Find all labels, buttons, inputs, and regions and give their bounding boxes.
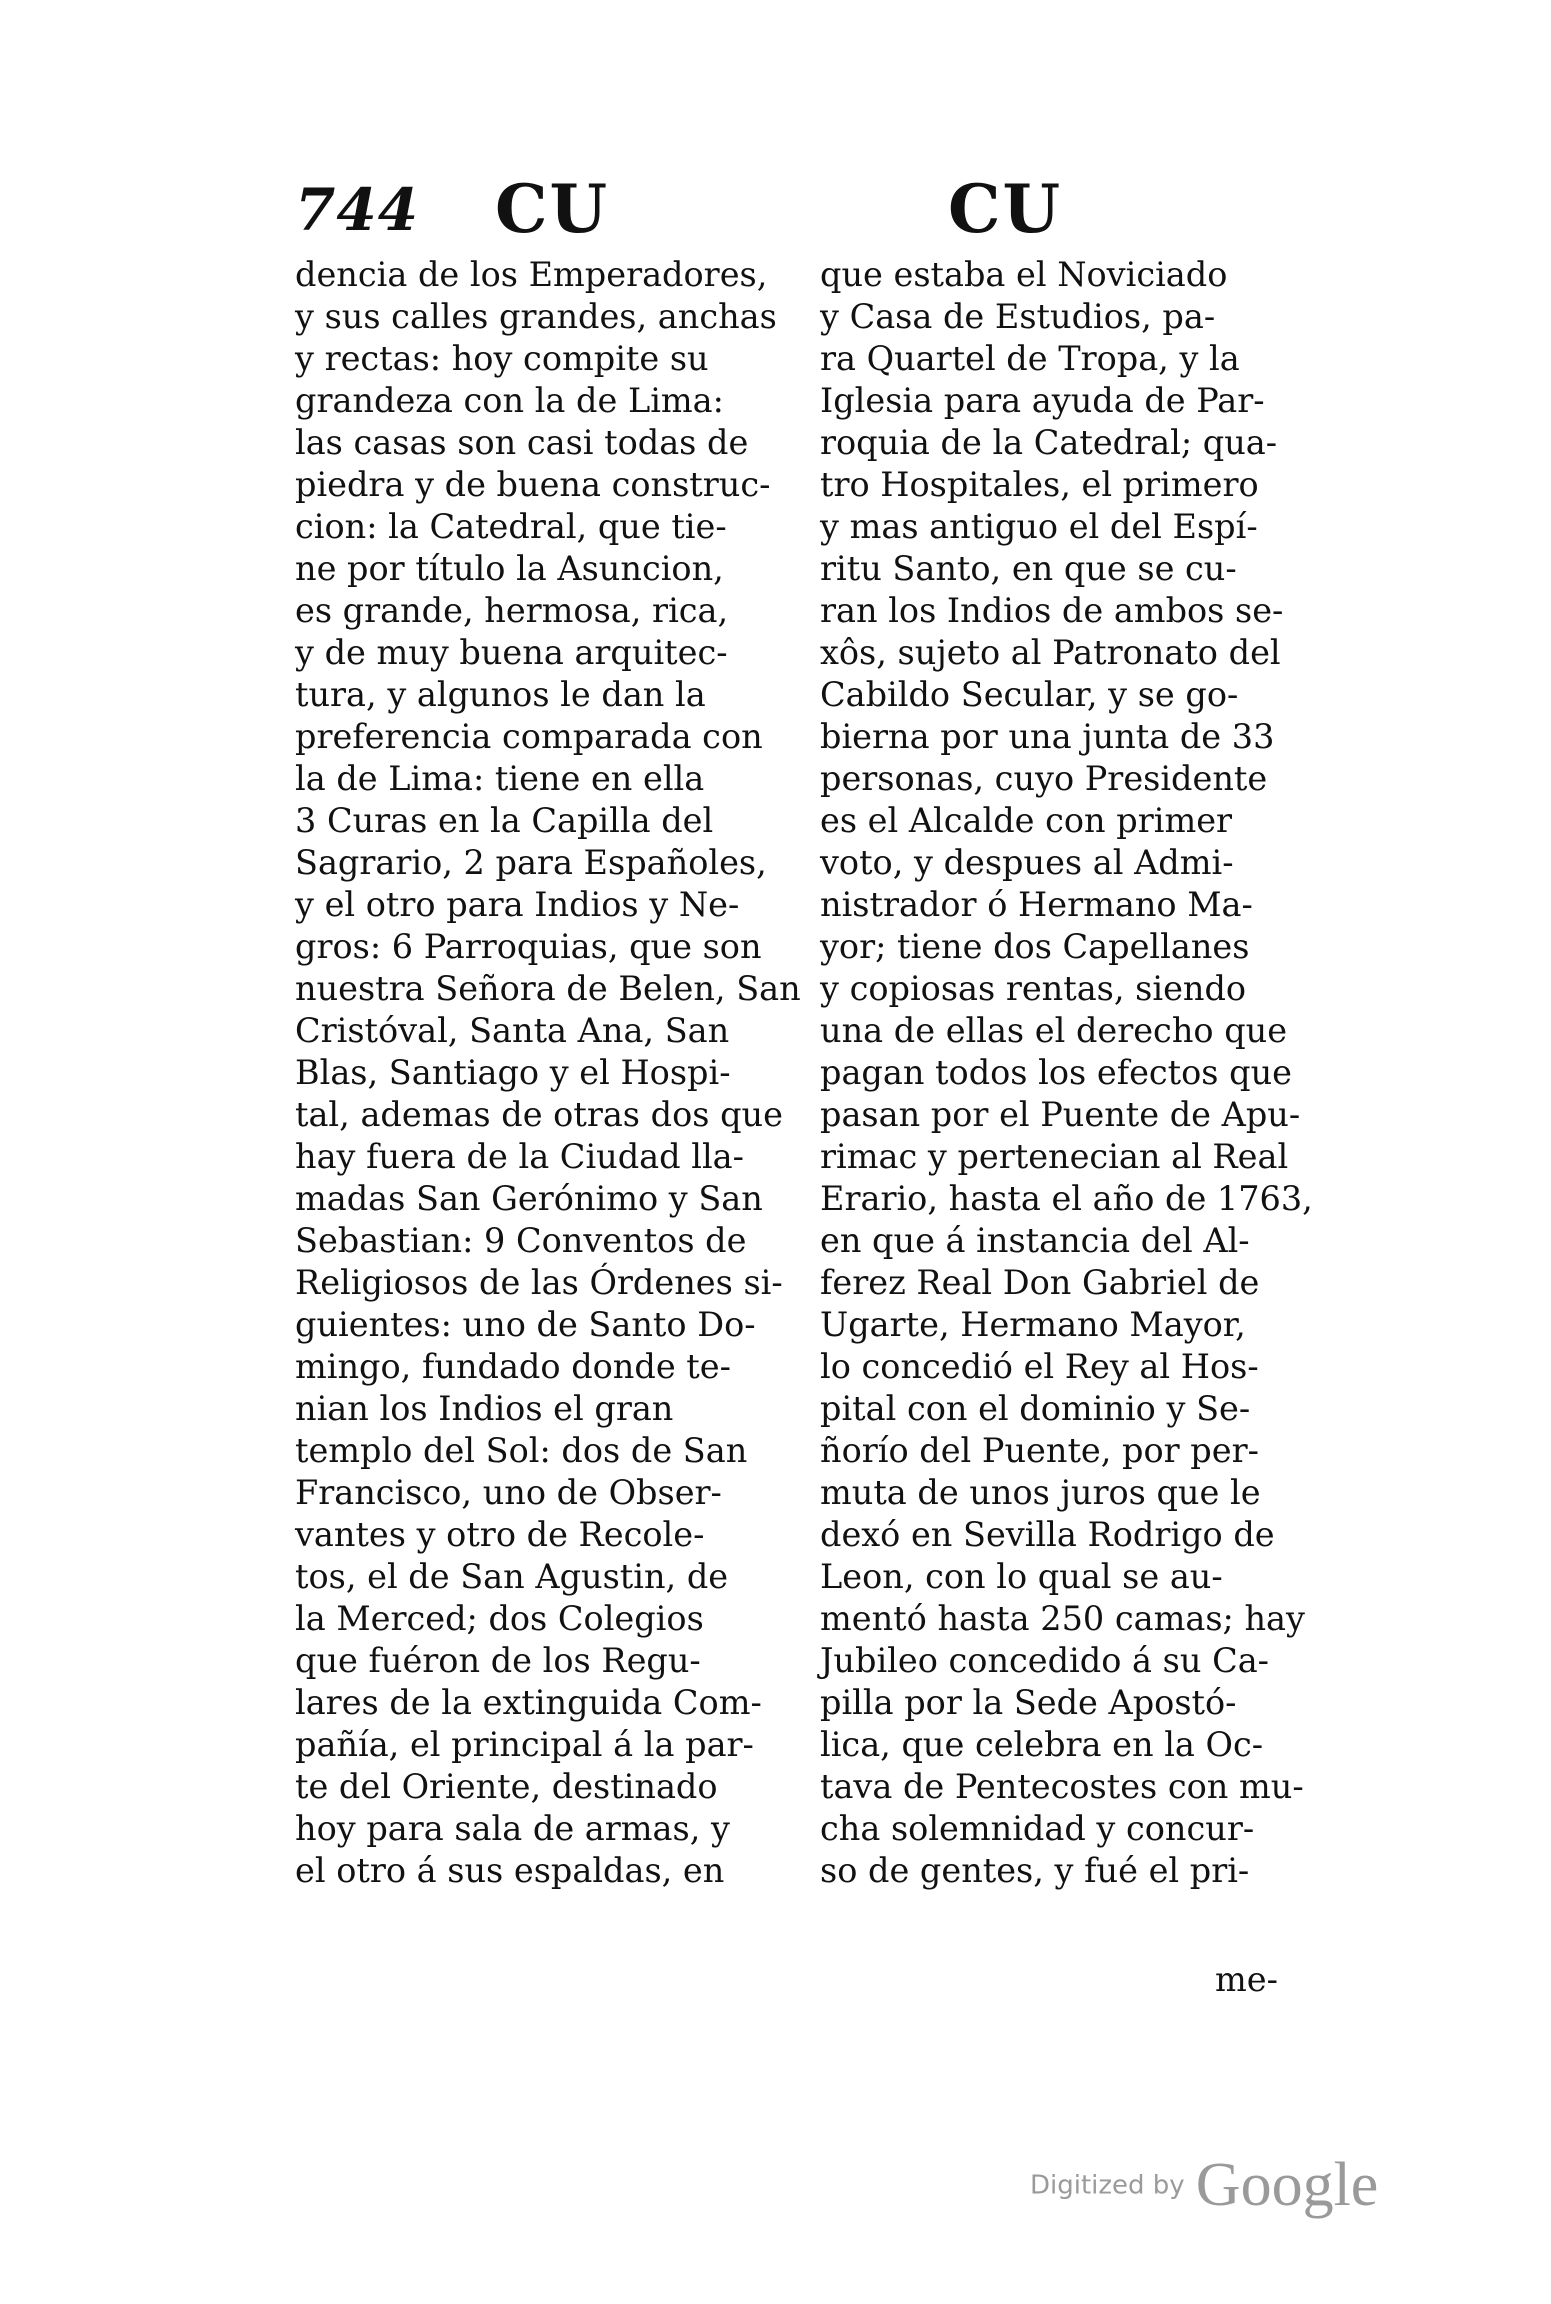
text-line: tro Hospitales, el primero [820,465,1259,504]
text-line: xôs, sujeto al Patronato del [820,633,1281,672]
text-line: nistrador ó Hermano Ma- [820,885,1253,924]
text-line: ran los Indios de ambos se- [820,591,1284,630]
text-line: rimac y pertenecian al Real [820,1137,1289,1176]
catchword: me- [1215,1960,1278,1999]
text-line: las casas son casi todas de [295,423,749,462]
text-line: mingo, fundado donde te- [295,1347,731,1386]
text-line: Cabildo Secular, y se go- [820,675,1239,714]
text-line: dexó en Sevilla Rodrigo de [820,1515,1275,1554]
text-line: so de gentes, y fué el pri- [820,1851,1250,1890]
page-header [0,170,1551,250]
text-line: Jubileo concedido á su Ca- [820,1641,1269,1680]
text-line: preferencia comparada con [295,717,763,756]
text-line: Cristóval, Santa Ana, San [295,1011,730,1050]
text-line: tos, el de San Agustin, de [295,1557,729,1596]
text-line: el otro á sus espaldas, en [295,1851,725,1890]
text-line: lo concedió el Rey al Hos- [820,1347,1259,1386]
text-line: tura, y algunos le dan la [295,675,706,714]
text-line: Sebastian: 9 Conventos de [295,1221,747,1260]
text-line: y rectas: hoy compite su [295,339,709,378]
text-line: vantes y otro de Recole- [295,1515,705,1554]
text-line: y el otro para Indios y Ne- [295,885,740,924]
text-line: y mas antiguo el del Espí- [820,507,1258,546]
text-line: muta de unos juros que le [820,1473,1261,1512]
text-line: bierna por una junta de 33 [820,717,1275,756]
text-line: tal, ademas de otras dos que [295,1095,783,1134]
text-line: Ugarte, Hermano Mayor, [820,1305,1246,1344]
text-line: Erario, hasta el año de 1763, [820,1179,1313,1218]
text-line: la de Lima: tiene en ella [295,759,705,798]
text-line: lares de la extinguida Com- [295,1683,762,1722]
text-line: yor; tiene dos Capellanes [820,927,1250,966]
text-line: Blas, Santiago y el Hospi- [295,1053,731,1092]
text-line: y Casa de Estudios, pa- [820,297,1216,336]
text-line: pilla por la Sede Apostó- [820,1683,1237,1722]
text-line: templo del Sol: dos de San [295,1431,748,1470]
text-line: pasan por el Puente de Apu- [820,1095,1301,1134]
text-line: Iglesia para ayuda de Par- [820,381,1265,420]
left-text-column [295,254,800,1892]
text-line: guientes: uno de Santo Do- [295,1305,756,1344]
text-line: Sagrario, 2 para Españoles, [295,843,767,882]
text-line: una de ellas el derecho que [820,1011,1288,1050]
text-line: que fuéron de los Regu- [295,1641,701,1680]
google-logo: Google [1195,2151,1379,2219]
page-number: 744 [295,176,420,244]
text-line: pital con el dominio y Se- [820,1389,1251,1428]
text-line: nian los Indios el gran [295,1389,674,1428]
right-text-column [820,254,1325,1892]
text-line: en que á instancia del Al- [820,1221,1250,1260]
text-line: roquia de la Catedral; qua- [820,423,1278,462]
text-line: ritu Santo, en que se cu- [820,549,1237,588]
text-line: grandeza con la de Lima: [295,381,724,420]
text-line: cion: la Catedral, que tie- [295,507,727,546]
text-line: lica, que celebra en la Oc- [820,1725,1264,1764]
text-line: ne por título la Asuncion, [295,549,724,588]
text-line: ñorío del Puente, por per- [820,1431,1259,1470]
digitized-by-watermark [1030,2150,1378,2221]
text-line: Leon, con lo qual se au- [820,1557,1223,1596]
text-line: mentó hasta 250 camas; hay [820,1599,1305,1638]
text-line: Francisco, uno de Obser- [295,1473,722,1512]
text-line: y de muy buena arquitec- [295,633,728,672]
text-line: voto, y despues al Admi- [820,843,1234,882]
text-line: ferez Real Don Gabriel de [820,1263,1260,1302]
text-line: que estaba el Noviciado [820,255,1228,294]
watermark-prefix: Digitized by [1030,2170,1185,2201]
text-line: y copiosas rentas, siendo [820,969,1247,1008]
text-line: ra Quartel de Tropa, y la [820,339,1240,378]
text-line: nuestra Señora de Belen, San [295,969,801,1008]
text-line: es grande, hermosa, rica, [295,591,729,630]
text-line: piedra y de buena construc- [295,465,771,504]
text-line: 3 Curas en la Capilla del [295,801,714,840]
text-line: pagan todos los efectos que [820,1053,1292,1092]
text-line: dencia de los Emperadores, [295,255,768,294]
text-line: la Merced; dos Colegios [295,1599,704,1638]
text-line: tava de Pentecostes con mu- [820,1767,1304,1806]
running-head-right: CU [948,170,1063,248]
text-line: y sus calles grandes, anchas [295,297,777,336]
text-line: te del Oriente, destinado [295,1767,718,1806]
text-line: es el Alcalde con primer [820,801,1233,840]
text-line: hoy para sala de armas, y [295,1809,730,1848]
text-line: gros: 6 Parroquias, que son [295,927,762,966]
text-line: cha solemnidad y concur- [820,1809,1255,1848]
text-line: personas, cuyo Presidente [820,759,1268,798]
text-line: madas San Gerónimo y San [295,1179,763,1218]
text-line: hay fuera de la Ciudad lla- [295,1137,744,1176]
running-head-left: CU [495,170,610,248]
text-line: Religiosos de las Órdenes si- [295,1263,783,1302]
text-line: pañía, el principal á la par- [295,1725,754,1764]
